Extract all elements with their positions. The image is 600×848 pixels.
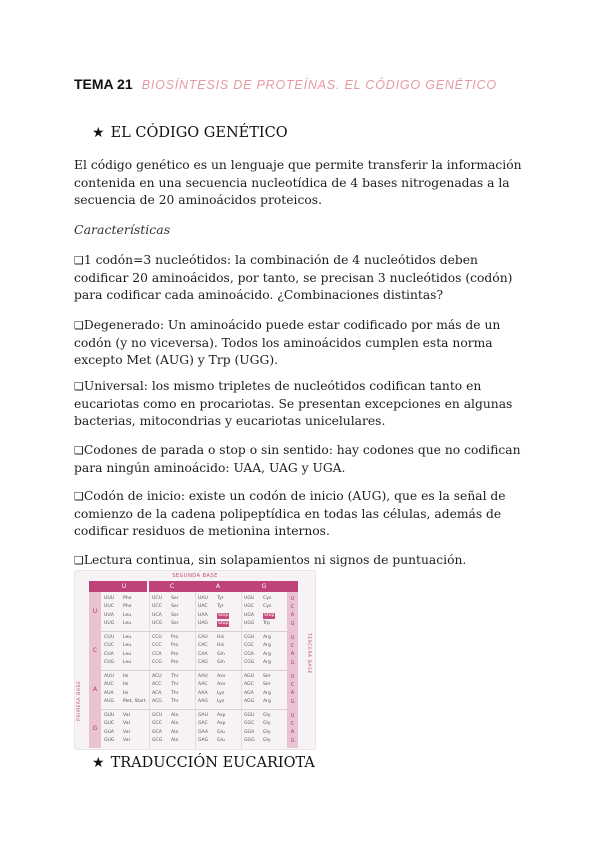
aminoacid-cell: Lys (217, 698, 225, 704)
codon-cell: GAU (198, 713, 209, 718)
codon-cell: AUA (104, 690, 114, 696)
codon-cell: CGC (244, 643, 254, 649)
aminoacid-cell: Cys (263, 596, 272, 601)
aminoacid-cell: Leu (123, 612, 132, 618)
codon-cell: UUC (104, 604, 114, 610)
third-base-letter: C (290, 604, 295, 611)
checkbox-bullet-icon: ❑ (74, 490, 84, 503)
codon-cell: GAC (198, 721, 208, 727)
codon-cell: CCA (152, 651, 162, 657)
aminoacid-cell: Arg (263, 651, 271, 657)
codon-cell: CAG (198, 659, 208, 665)
aminoacid-cell: Thr (171, 698, 179, 704)
tema-label: TEMA 21 (74, 76, 133, 92)
aminoacid-cell: Met, Start (123, 698, 146, 704)
codon-cell: UUG (104, 620, 115, 626)
aminoacid-cell: Thr (171, 690, 179, 696)
second-base-header: U (101, 581, 147, 592)
aminoacid-cell: His (217, 643, 225, 649)
codon-cell: AGC (244, 682, 254, 688)
section-heading-codigo (92, 125, 288, 141)
codon-cell: UGA (244, 612, 255, 618)
codon-cell: GUG (104, 737, 115, 743)
third-base-letter: C (290, 682, 295, 689)
codon-cell: UGG (244, 620, 255, 626)
bullet-text: Lectura continua, sin solapamientos ni signos de puntuación. (83, 553, 467, 567)
codon-cell: UUU (104, 596, 115, 601)
bullet-text: Universal: los mismo tripletes de nucleótidos codifican tanto en eucariotas como en procariotas. Se presentan excepciones en algunas bacterias, mitocondrias y eucariotas unicelulares. (74, 379, 513, 429)
aminoacid-cell: Pro (171, 643, 179, 649)
codon-cell: GGA (244, 729, 255, 735)
section-title: EL CÓDIGO GENÉTICO (110, 125, 288, 141)
aminoacid-cell: Leu (123, 643, 132, 649)
genetic-code-table (75, 571, 315, 749)
codon-cell: GUC (104, 721, 115, 727)
codon-cell: GGU (244, 713, 255, 718)
aminoacid-cell: Phe (123, 604, 132, 610)
codon-cell: ACG (152, 698, 162, 704)
title-line (74, 74, 497, 93)
aminoacid-cell: Asp (217, 713, 226, 718)
third-base-cell (287, 592, 298, 631)
stop-codon-aminoacid: Stop (264, 612, 275, 618)
aminoacid-cell: Ser (171, 596, 179, 601)
third-base-cell (287, 709, 298, 748)
codon-cell: AUG (104, 698, 115, 704)
aminoacid-cell: Leu (123, 635, 132, 640)
bullet-text: Codón de inicio: existe un codón de inicio (AUG), que es la señal de comienzo de la cadena polipeptídica en todas las células, además de codificar residuos de metionina internos. (74, 489, 506, 539)
codon-cell: AUU (104, 674, 114, 679)
section-title: TRADUCCIÓN EUCARIOTA (110, 755, 315, 771)
first-base-cell: C (89, 631, 101, 670)
aminoacid-cell: Tyr (217, 596, 224, 601)
codon-cell: GCA (152, 729, 162, 735)
intro-paragraph: El código genético es un lenguaje que permite transferir la información contenida en una secuencia nucleotídica de 4 bases nitrogenadas a la secuencia de 20 aminoácidos proteicos. (74, 158, 522, 208)
first-base-cell: U (89, 592, 101, 631)
aminoacid-cell: Ile (123, 682, 129, 688)
codon-cell: GCU (152, 713, 163, 718)
aminoacid-cell: Ala (171, 713, 179, 718)
codon-cell: AAU (198, 674, 208, 679)
star-icon: ★ (92, 125, 105, 141)
row-divider (101, 709, 287, 710)
codon-cell: ACU (152, 674, 162, 679)
segunda-base-label: SEGUNDA BASE (172, 573, 218, 579)
codon-cell: AUC (104, 682, 114, 688)
codon-cell: CUC (104, 643, 114, 649)
bullet-item (74, 488, 534, 541)
aminoacid-cell: Pro (171, 635, 179, 640)
first-base-cell: A (89, 670, 101, 709)
codon-cell: GCG (152, 737, 163, 743)
aminoacid-cell: Gln (217, 659, 225, 665)
codon-cell: UCC (152, 604, 162, 610)
aminoacid-cell: Leu (123, 620, 132, 626)
third-base-letter: C (290, 721, 295, 728)
stop-codon-aminoacid: Stop (218, 620, 229, 626)
aminoacid-cell: Ser (171, 620, 179, 626)
codon-cell: UCG (152, 620, 163, 626)
aminoacid-cell: His (217, 635, 225, 640)
bullet-item (74, 252, 534, 305)
row-divider (101, 670, 287, 671)
codon-cell: CGG (244, 659, 255, 665)
codon-cell: AAC (198, 682, 208, 688)
codon-cell: CGA (244, 651, 254, 657)
codon-cell: UAG (198, 620, 208, 626)
aminoacid-cell: Ala (171, 721, 179, 727)
bullet-item (74, 317, 534, 370)
aminoacid-cell: Asp (217, 721, 226, 727)
tercera-base-label: TERCERA BASE (306, 633, 311, 674)
column-divider (149, 592, 150, 749)
codon-cell: UAC (198, 604, 208, 610)
checkbox-bullet-icon: ❑ (74, 444, 84, 457)
third-base-letter: C (290, 643, 295, 650)
third-base-letter: G (290, 698, 295, 705)
aminoacid-cell: Ser (263, 682, 271, 688)
column-divider (241, 592, 242, 749)
codon-cell: CUA (104, 651, 114, 657)
codon-cell: CCC (152, 643, 162, 649)
aminoacid-cell: Tyr (217, 604, 224, 610)
aminoacid-cell: Ala (171, 729, 179, 735)
aminoacid-cell: Pro (171, 659, 179, 665)
bullet-text: 1 codón=3 nucleótidos: la combinación de 4 nucleótidos deben codificar 20 aminoácidos, por tanto, se precisan 3 nucleótidos (codón) para codificar cada aminoácido. ¿Combinaciones distintas? (74, 253, 513, 303)
codon-cell: GUU (104, 713, 115, 718)
codon-cell: AGG (244, 698, 255, 704)
codon-cell: ACA (152, 690, 162, 696)
aminoacid-cell: Arg (263, 643, 271, 649)
third-base-letter: U (290, 713, 295, 719)
aminoacid-cell: Val (123, 737, 130, 743)
aminoacid-cell: Thr (171, 682, 179, 688)
row-divider (101, 631, 287, 632)
aminoacid-cell: Ser (171, 604, 179, 610)
codon-cell: GAG (198, 737, 209, 743)
first-base-cell: G (89, 709, 101, 748)
checkbox-bullet-icon: ❑ (74, 254, 84, 267)
aminoacid-cell: Lys (217, 690, 225, 696)
aminoacid-cell: Ala (171, 737, 179, 743)
bullet-text: Codones de parada o stop o sin sentido: hay codones que no codifican para ningún aminoácido: UAA, UAG y UGA. (74, 443, 521, 475)
codon-cell: CUU (104, 635, 114, 640)
header-spacer (287, 581, 298, 592)
second-base-header: G (241, 581, 287, 592)
bullet-item (74, 552, 534, 570)
column-divider (195, 592, 196, 749)
codon-cell: CAC (198, 643, 208, 649)
bullet-item (74, 442, 534, 477)
aminoacid-cell: Cys (263, 604, 272, 610)
checkbox-bullet-icon: ❑ (74, 380, 84, 393)
codon-cell: AAA (198, 690, 208, 696)
aminoacid-cell: Thr (171, 674, 179, 679)
second-base-header: C (149, 581, 195, 592)
codon-cell: GGG (244, 737, 255, 743)
codon-cell: GUA (104, 729, 115, 735)
primera-base-label: PRIMERA BASE (77, 680, 82, 721)
aminoacid-cell: Pro (171, 651, 179, 657)
codon-cell: GCC (152, 721, 162, 727)
aminoacid-cell: Glu (217, 729, 225, 735)
third-base-letter: A (290, 651, 295, 658)
aminoacid-cell: Gly (263, 737, 271, 743)
aminoacid-cell: Arg (263, 698, 271, 704)
aminoacid-cell: Gly (263, 713, 271, 718)
aminoacid-cell: Trp (263, 620, 270, 626)
third-base-letter: A (290, 690, 295, 697)
aminoacid-cell: Ser (263, 674, 271, 679)
codon-cell: UAU (198, 596, 208, 601)
codon-cell: CAA (198, 651, 208, 657)
aminoacid-cell: Asn (217, 674, 226, 679)
aminoacid-cell: Arg (263, 690, 271, 696)
codon-cell: CGU (244, 635, 255, 640)
checkbox-bullet-icon: ❑ (74, 319, 84, 332)
codon-cell: CUG (104, 659, 115, 665)
aminoacid-cell: Arg (263, 635, 271, 640)
third-base-cell (287, 670, 298, 709)
characteristics-label: Características (74, 222, 171, 237)
third-base-letter: U (290, 635, 295, 641)
stop-codon-aminoacid: Stop (218, 612, 229, 618)
third-base-letter: A (290, 612, 295, 619)
codon-cell: CCU (152, 635, 162, 640)
section-heading-traduccion (92, 755, 315, 771)
aminoacid-cell: Arg (263, 659, 271, 665)
codon-cell: GAA (198, 729, 208, 735)
codon-cell: ACC (152, 682, 162, 688)
codon-cell: GGC (244, 721, 255, 727)
codon-cell: CAU (198, 635, 208, 640)
third-base-letter: U (290, 596, 295, 602)
codon-cell: UUA (104, 612, 114, 618)
aminoacid-cell: Gly (263, 729, 271, 735)
codon-cell: AGA (244, 690, 254, 696)
aminoacid-cell: Val (123, 713, 130, 718)
aminoacid-cell: Phe (123, 596, 132, 601)
codon-cell: AAG (198, 698, 208, 704)
third-base-letter: G (290, 620, 295, 627)
codon-cell: UCU (152, 596, 162, 601)
aminoacid-cell: Gly (263, 721, 271, 727)
codon-cell: UGC (244, 604, 255, 610)
codon-cell: UGU (244, 596, 255, 601)
third-base-letter: G (290, 737, 295, 744)
aminoacid-cell: Ile (123, 674, 129, 679)
codon-cell: CCG (152, 659, 162, 665)
aminoacid-cell: Glu (217, 737, 225, 743)
second-base-header: A (195, 581, 241, 592)
bullet-item (74, 378, 534, 431)
star-icon: ★ (92, 755, 105, 771)
codon-cell: AGU (244, 674, 254, 679)
aminoacid-cell: Gln (217, 651, 225, 657)
aminoacid-cell: Val (123, 721, 130, 727)
bullet-text: Degenerado: Un aminoácido puede estar codificado por más de un codón (y no viceversa). Todos los aminoácidos cumplen esta norma excepto Met (AUG) y Trp (UGG). (74, 318, 501, 368)
tema-subtitle: BIOSÍNTESIS DE PROTEÍNAS. EL CÓDIGO GENÉTICO (141, 78, 497, 92)
third-base-letter: G (290, 659, 295, 666)
third-base-cell (287, 631, 298, 670)
aminoacid-cell: Ile (123, 690, 129, 696)
third-base-letter: U (290, 674, 295, 680)
aminoacid-cell: Asn (217, 682, 226, 688)
checkbox-bullet-icon: ❑ (74, 554, 84, 567)
aminoacid-cell: Ser (171, 612, 179, 618)
codon-cell: UCA (152, 612, 162, 618)
aminoacid-cell: Leu (123, 651, 132, 657)
aminoacid-cell: Leu (123, 659, 132, 665)
header-spacer (89, 581, 101, 592)
codon-cell: UAA (198, 612, 208, 618)
aminoacid-cell: Val (123, 729, 130, 735)
third-base-letter: A (290, 729, 295, 736)
